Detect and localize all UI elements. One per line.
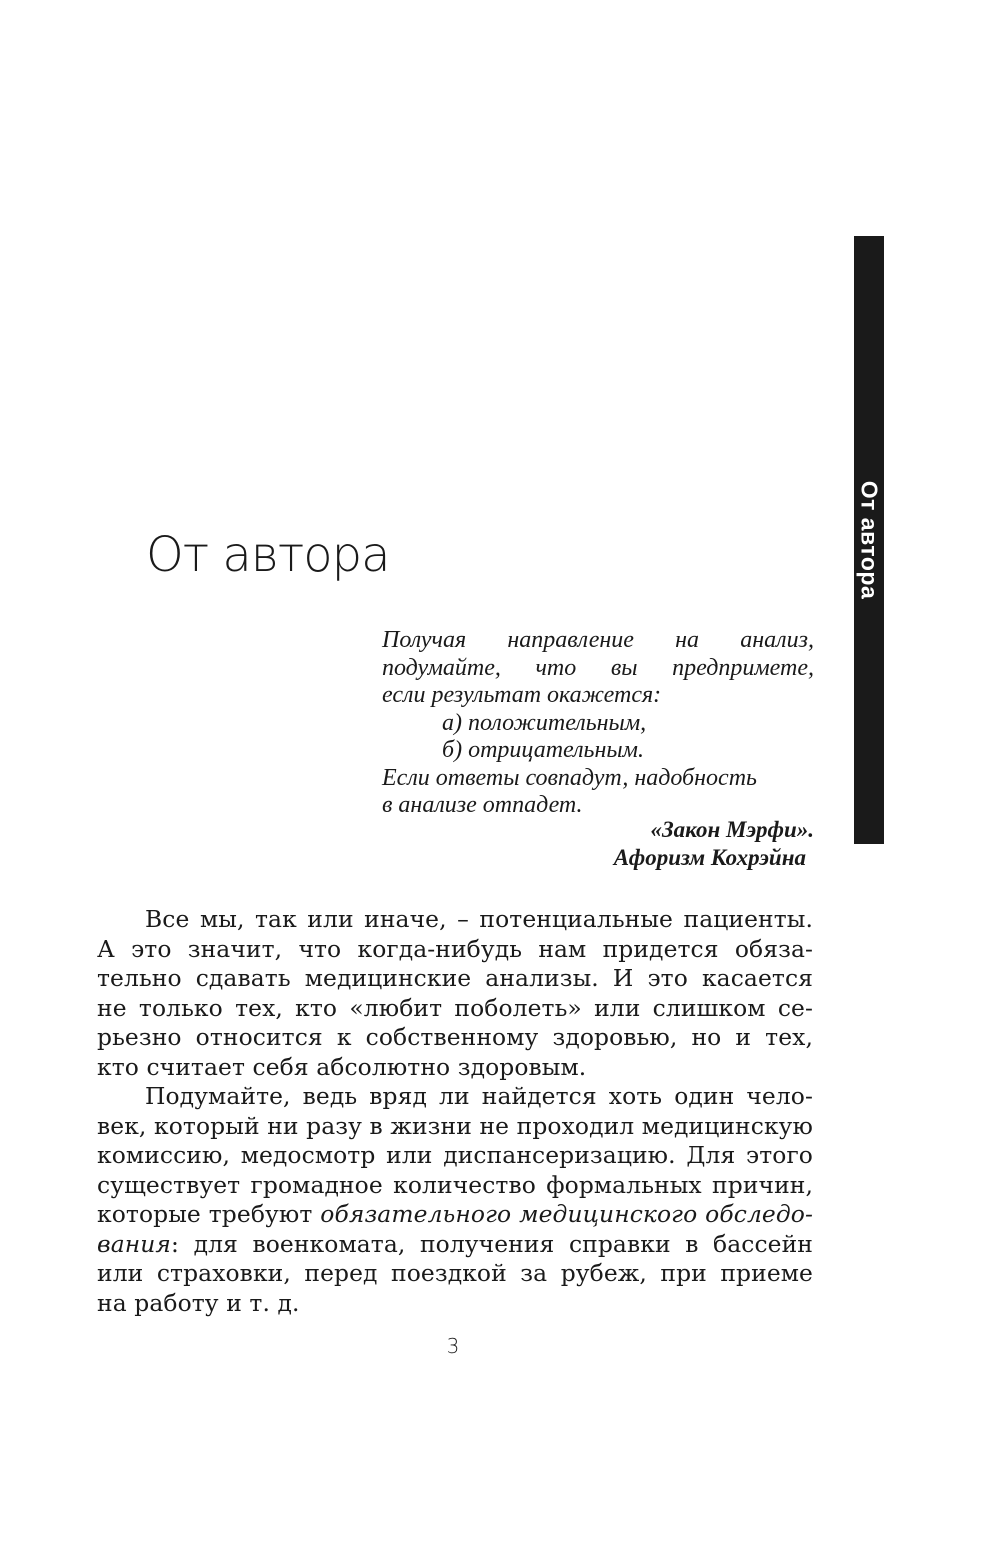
chapter-side-tab-label: От автора — [856, 480, 883, 600]
epigraph-line: подумайте, что вы предпримете, — [382, 654, 814, 681]
paragraph-1-line: не только тех, кто «любит поболеть» или слишком се- — [97, 993, 813, 1022]
paragraph-2-text: которые требуют — [97, 1200, 313, 1228]
epigraph-line: в анализе отпадет. — [382, 792, 583, 818]
epigraph-attribution — [382, 816, 814, 872]
paragraph-1-line: тельно сдавать медицинские анализы. И это касается — [97, 964, 813, 992]
paragraph-2-line: существует громадное количество формальных причин, — [97, 1170, 813, 1199]
paragraph-1-line: А это значит, что когда-нибудь нам придется обяза- — [97, 934, 813, 963]
paragraph-2-line: комиссию, медосмотр или диспансеризацию. Для этого — [97, 1141, 813, 1169]
epigraph — [382, 627, 814, 820]
attribution-author: Афоризм Кохрэйна — [613, 845, 806, 870]
paragraph-1-line: кто считает себя абсолютно здоровым. — [97, 1052, 587, 1081]
paragraph-2-line: на работу и т. д. — [97, 1288, 300, 1317]
paragraph-2-line — [97, 1200, 813, 1230]
paragraph-2-text: : для военкомата, получения справки в бассейн — [171, 1229, 813, 1258]
attribution-source: «Закон Мэрфи». — [650, 817, 814, 842]
chapter-title: От автора — [146, 527, 390, 583]
paragraph-2-line: Подумайте, ведь вряд ли найдется хоть один чело- — [145, 1082, 813, 1110]
epigraph-line: если результат окажется: — [382, 682, 662, 708]
epigraph-line: Если ответы совпадут, надобность — [382, 764, 757, 791]
paragraph-2-line — [97, 1230, 813, 1260]
body-text — [97, 905, 813, 1318]
paragraph-2-line: или страховки, перед поездкой за рубеж, при приеме — [97, 1259, 813, 1287]
paragraph-1-line: рьезно относится к собственному здоровью, но и тех, — [97, 1023, 813, 1051]
paragraph-1-line: Все мы, так или иначе, – потенциальные пациенты. — [145, 905, 813, 933]
page-number: 3 — [446, 1334, 460, 1358]
paragraph-2-line: век, который ни разу в жизни не проходил медицинскую — [97, 1111, 813, 1140]
italic-emphasis: вания — [97, 1229, 172, 1258]
italic-emphasis: обязательного медицинского обследо- — [320, 1200, 813, 1228]
epigraph-line: а) положительным, — [442, 709, 647, 736]
epigraph-line: Получая направление на анализ, — [382, 627, 814, 653]
epigraph-line: б) отрицательным. — [442, 737, 644, 763]
